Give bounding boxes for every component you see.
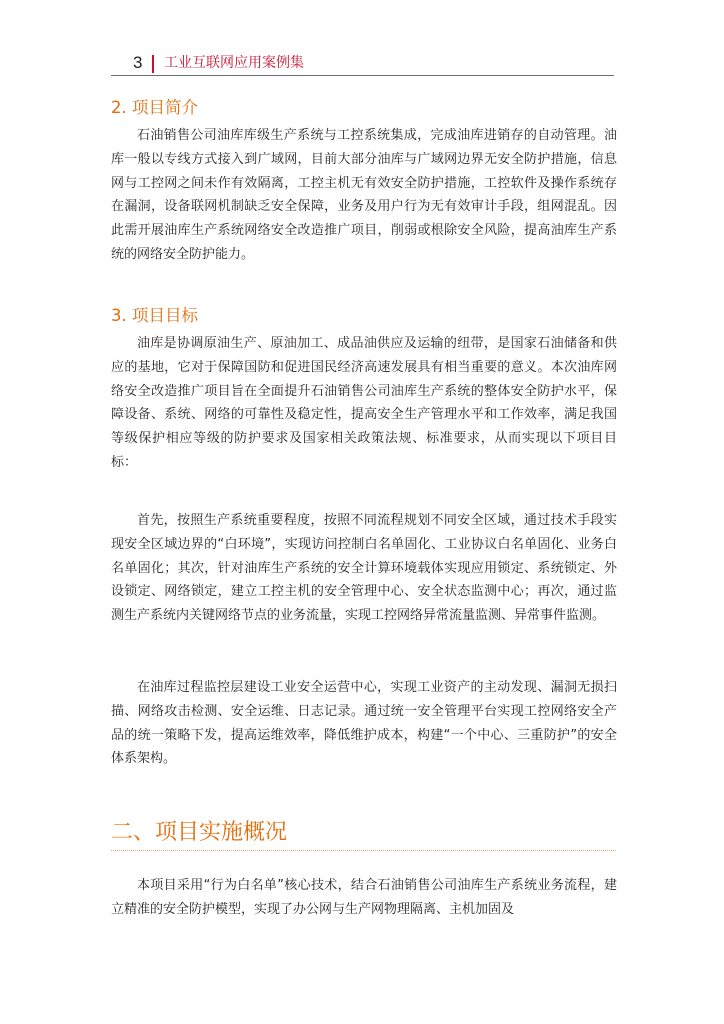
paragraph: 在油库过程监控层建设工业安全运营中心，实现工业资产的主动发现、漏洞无损扫描、网络攻击检测、安全运维、日志记录。通过统一安全管理平台实现工控网络安全产品的统一策略下发，提高运维效率，降低维护成本，构建“一个中心、三重防护”的安全体系架构。 [111,680,617,767]
section-heading-project-goals: 3. 项目目标 [111,306,198,325]
chapter-heading-implementation-overview: 二、项目实施概况 [111,820,288,845]
page-number: 3 [133,53,143,72]
header-separator [152,55,154,73]
section-heading-project-intro: 2. 项目简介 [111,98,198,117]
header-rule [111,75,614,76]
page-header [111,52,614,76]
chapter-divider [111,850,616,851]
paragraph: 石油销售公司油库库级生产系统与工控系统集成，完成油库进销存的自动管理。油库一般以专线方式接入到广域网，目前大部分油库与广域网边界无安全防护措施，信息网与工控网之间未作有效隔离，工控主机无有效安全防护措施，工控软件及操作系统存在漏洞，设备联网机制缺乏安全保障，业务及用户行为无有效审计手段，组网混乱。因此需开展油库生产系统网络安全改造推广项目，削弱或根除安全风险，提高油库生产系统的网络安全防护能力。 [111,128,617,262]
paragraph: 本项目采用“行为白名单”核心技术，结合石油销售公司油库生产系统业务流程，建立精准的安全防护模型，实现了办公网与生产网物理隔离、主机加固及 [111,878,617,917]
paragraph: 油库是协调原油生产、原油加工、成品油供应及运输的纽带，是国家石油储备和供应的基地，它对于保障国防和促进国民经济高速发展具有相当重要的意义。本次油库网络安全改造推广项目旨在全面提升石油销售公司油库生产系统的整体安全防护水平，保障设备、系统、网络的可靠性及稳定性，提高安全生产管理水平和工作效率，满足我国等级保护相应等级的防护要求及国家相关政策法规、标准要求，从而实现以下项目目标： [111,336,617,470]
paragraph: 首先，按照生产系统重要程度，按照不同流程规划不同安全区域，通过技术手段实现安全区域边界的“白环境”，实现访问控制白名单固化、工业协议白名单固化、业务白名单固化；其次，针对油库生产系统的安全计算环境载体实现应用锁定、系统锁定、外设锁定、网络锁定，建立工控主机的安全管理中心、安全状态监测中心；再次，通过监测生产系统内关键网络节点的业务流量，实现工控网络异常流量监测、异常事件监测。 [111,513,617,624]
book-title: 工业互联网应用案例集 [164,55,304,71]
